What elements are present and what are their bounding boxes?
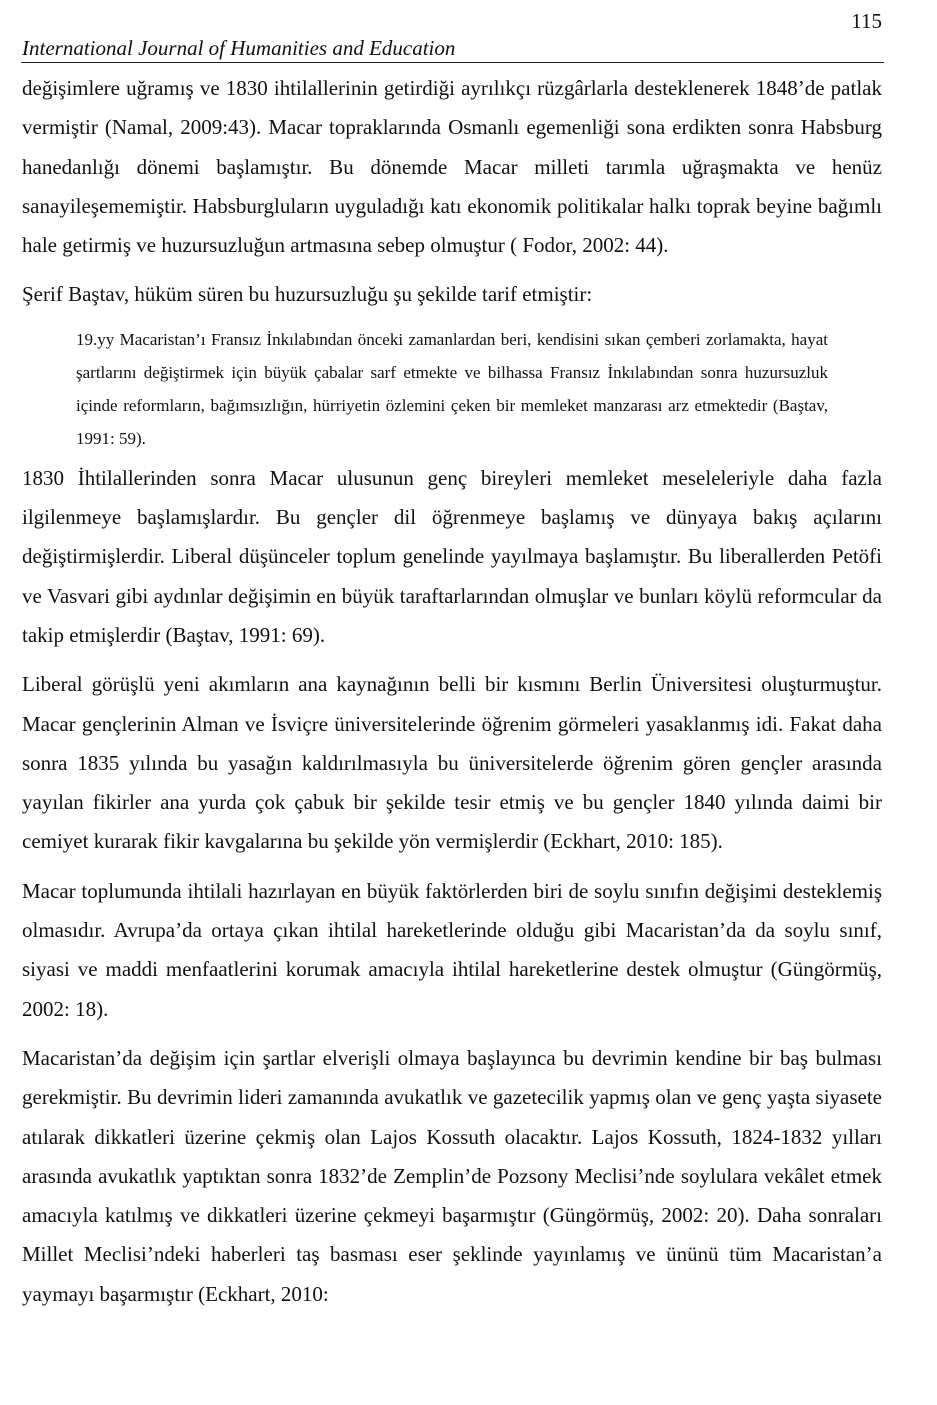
paragraph-5: Macar toplumunda ihtilali hazırlayan en büyük faktörlerden biri de soylu sınıfın değişimi desteklemiş olmasıdır. Avrupa’da ortaya çıkan ihtilal hareketlerinde olduğu gibi Macaristan’da da soylu sınıf, siyasi ve maddi menfaatlerini korumak amacıyla ihtilal hareketlerine destek olmuştur (Güngörmüş, 2002: 18). [22, 878, 882, 1021]
paragraph-6: Macaristan’da değişim için şartlar elverişli olmaya başlayınca bu devrimin kendine bir baş bulması gerekmiştir. Bu devrimin lideri zamanında avukatlık ve gazetecilik yapmış olan ve genç yaşta siyasete atılarak dikkatleri üzerine çekmiş olan Lajos Kossuth olacaktır. Lajos Kossuth, 1824-1832 yılları arasında avukatlık yaptıktan sonra 1832’de Zemplin’de Pozsony Meclisi’nde soylulara vekâlet etmek amacıyla katılmış ve dikkatleri üzerine çekmeyi başarmıştır (Güngörmüş, 2002: 20). Daha sonraları Millet Meclisi’ndeki haberleri taş basması eser şeklinde yayınlamış ve ününü tüm Macaristan’a yaymayı başarmıştır (Eckhart, 2010: [22, 1045, 882, 1306]
paragraph-3: 1830 İhtilallerinden sonra Macar ulusunun genç bireyleri memleket meseleleriyle daha fazla ilgilenmeye başlamışlardır. Bu gençler dil öğrenmeye başlamış ve dünyaya bakış açılarını değiştirmişlerdir. Liberal düşünceler toplum genelinde yayılmaya başlamıştır. Bu liberallerden Petöfi ve Vasvari gibi aydınlar değişimin en büyük taraftarlarından olmuşlar ve bunları köylü reformcular da takip etmişlerdir (Baştav, 1991: 69). [22, 465, 882, 647]
paragraph-2: Şerif Baştav, hüküm süren bu huzursuzluğu şu şekilde tarif etmiştir: [22, 282, 593, 307]
paragraph-4: Liberal görüşlü yeni akımların ana kaynağının belli bir kısmını Berlin Üniversitesi oluşturmuştur. Macar gençlerinin Alman ve İsviçre üniversitelerinde öğrenim görmeleri yasaklanmış idi. Fakat daha sonra 1835 yılında bu yasağın kaldırılmasıyla bu üniversitelerde öğrenim gören gençler arasında yayılan fikirler ana yurda çok çabuk bir şekilde tesir etmiş ve bu gençler 1840 yılında daimi bir cemiyet kurarak fikir kavgalarına bu şekilde yön vermişlerdir (Eckhart, 2010: 185). [22, 672, 882, 854]
block-quote: 19.yy Macaristan’ı Fransız İnkılabından önceki zamanlardan beri, kendisini sıkan çemberi zorlamakta, hayat şartlarını değiştirmek için büyük çabalar sarf etmekte ve bilhassa Fransız İnkılabından sonra huzursuzluk içinde reformların, bağımsızlığın, hürriyetin özlemini çeken bir memleket manzarası arz etmektedir (Baştav, 1991: 59). [76, 329, 828, 448]
page-number: 115 [851, 9, 882, 33]
body-text [22, 69, 882, 1324]
journal-title: International Journal of Humanities and Education [22, 36, 456, 60]
header-rule [21, 62, 884, 63]
paragraph-1: değişimlere uğramış ve 1830 ihtilallerinin getirdiği ayrılıkçı rüzgârlarla desteklenerek 1848’de patlak vermiştir (Namal, 2009:43). Macar topraklarında Osmanlı egemenliği sona erdikten sonra Habsburg hanedanlığı dönemi başlamıştır. Bu dönemde Macar milleti tarımla uğraşmakta ve henüz sanayileşememiştir. Habsburgluların uyguladığı katı ekonomik politikalar halkı toprak beyine bağımlı hale getirmiş ve huzursuzluğun artmasına sebep olmuştur ( Fodor, 2002: 44). [22, 76, 882, 258]
